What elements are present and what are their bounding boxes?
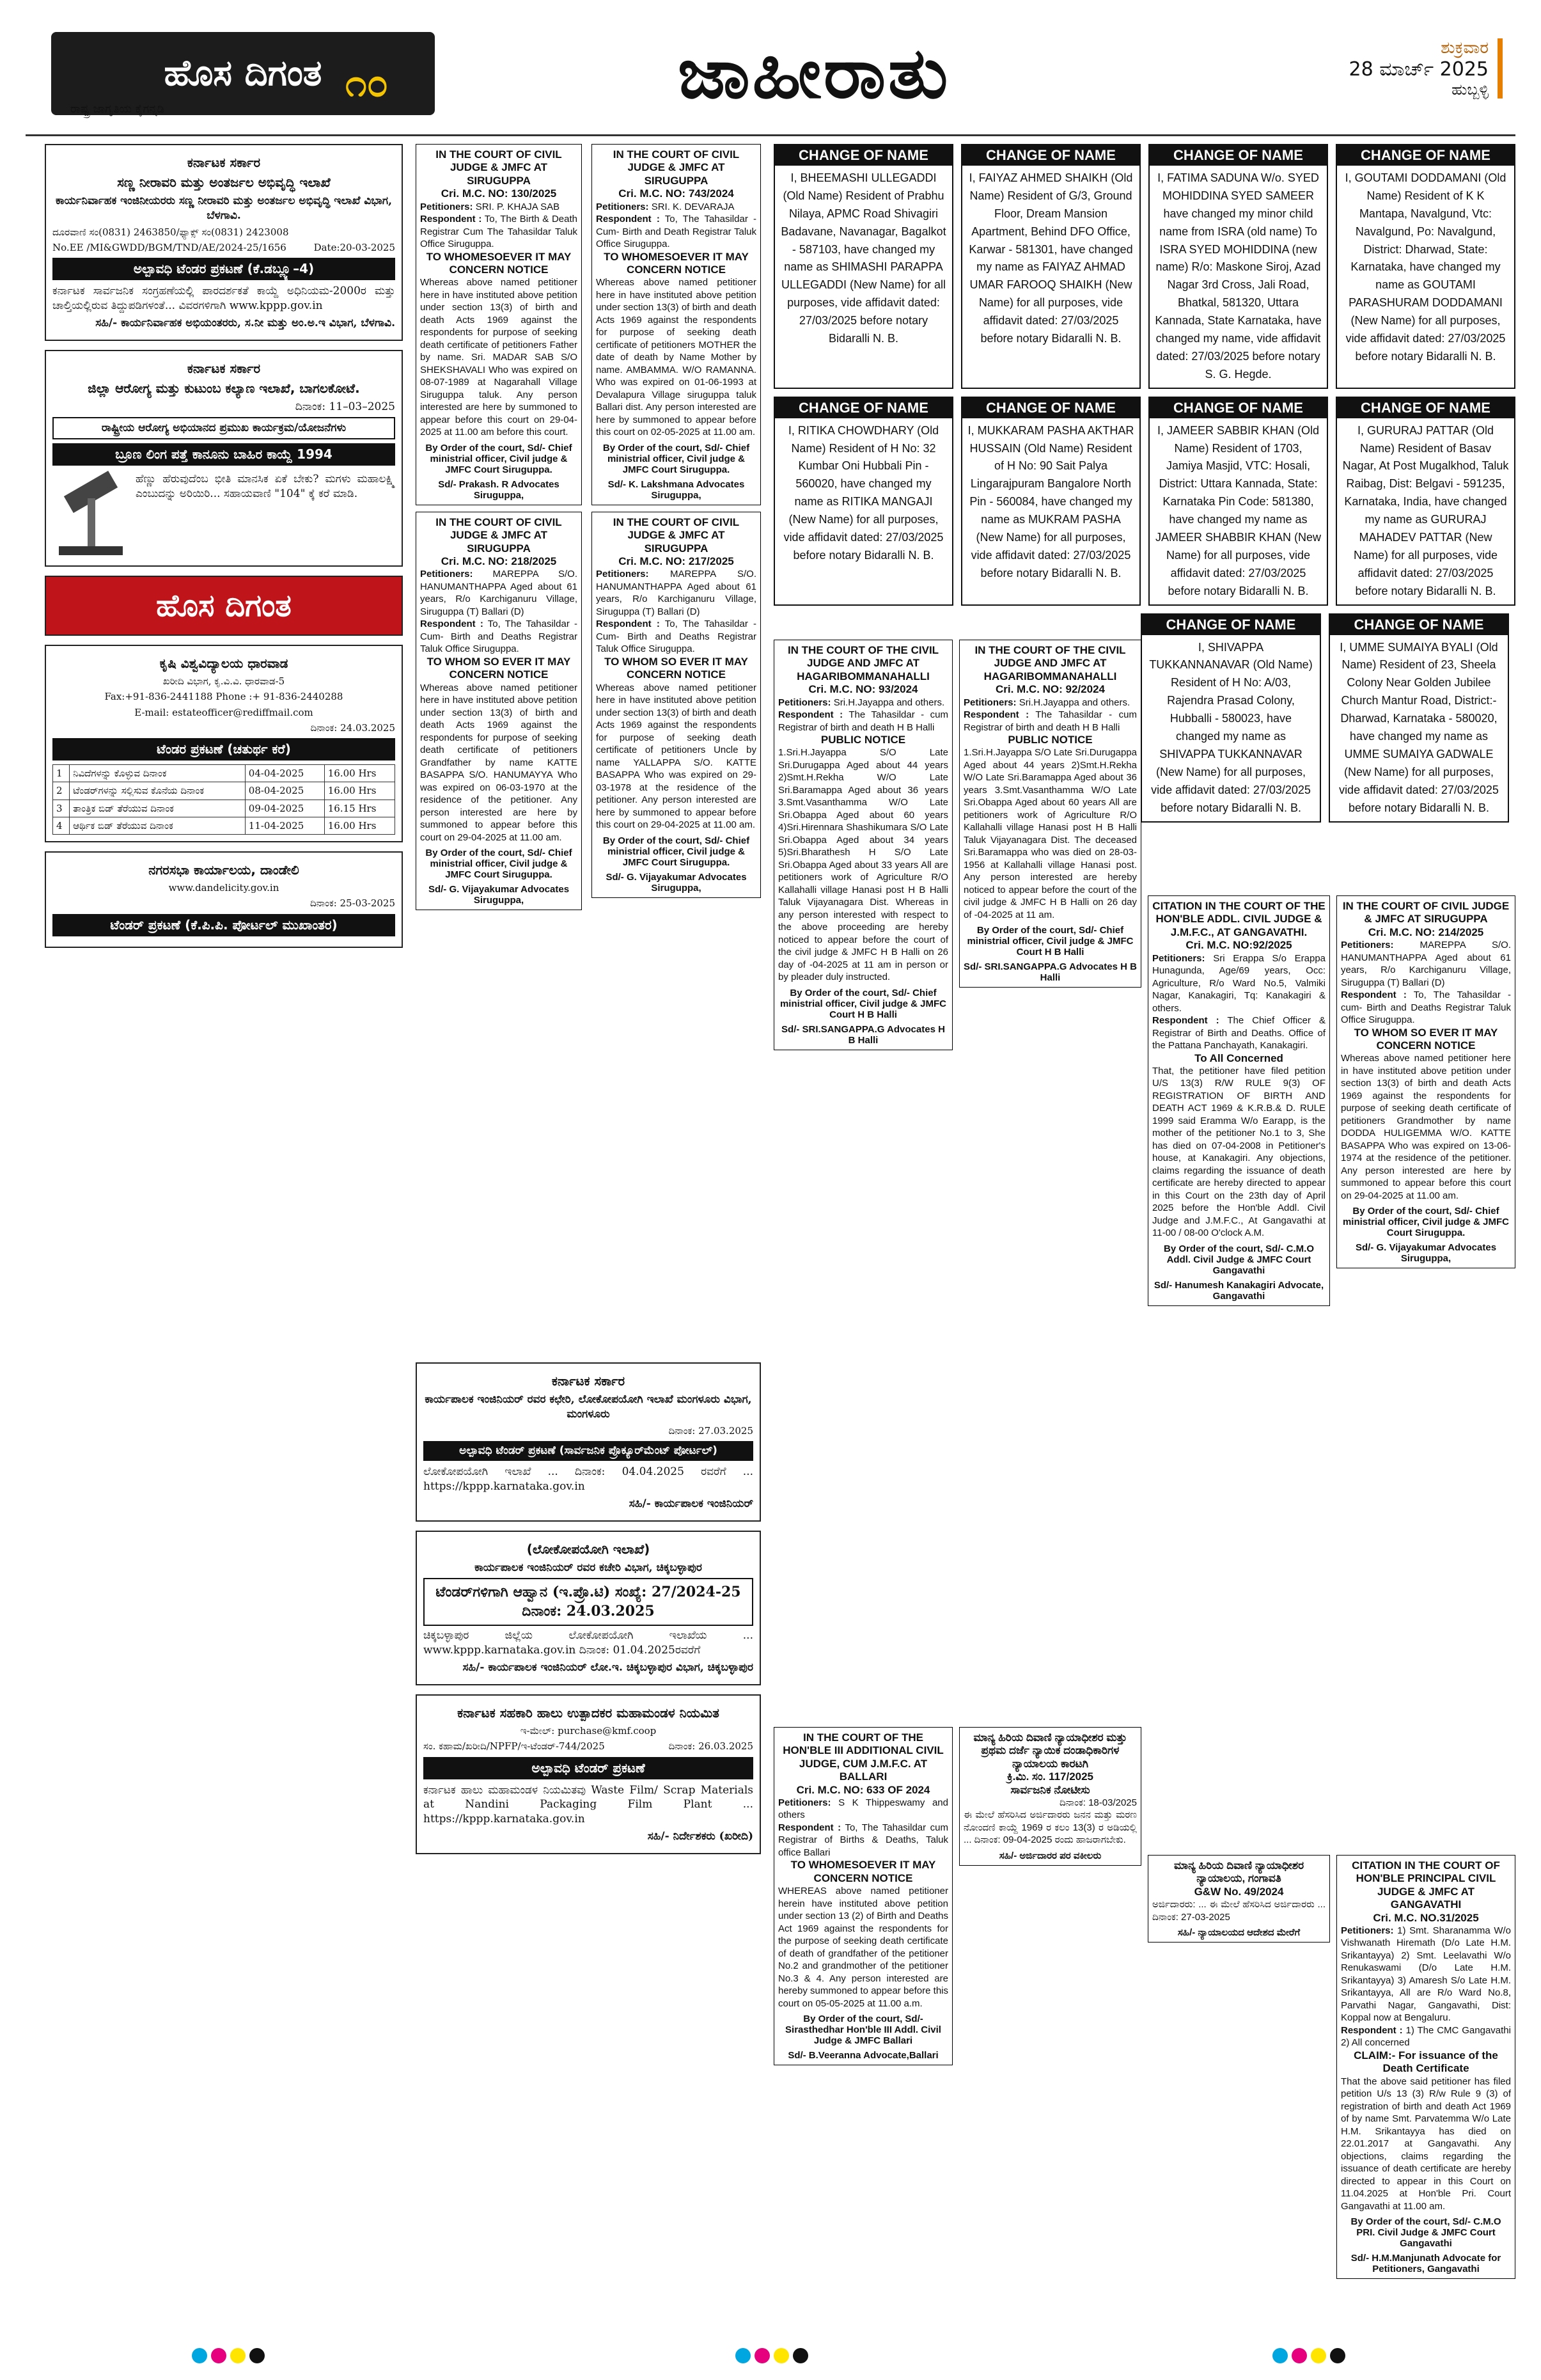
- ad-email: ಇ-ಮೇಲ್: purchase@kmf.coop: [520, 1725, 657, 1737]
- magenta-dot-icon: [1292, 2348, 1307, 2363]
- nagara-web: www.dandelicity.gov.in: [168, 882, 279, 894]
- court-column-a: [416, 144, 582, 1353]
- ad-bar: ಅಲ್ಪಾವಧಿ ಟೆಂಡರ್ ಪ್ರಕಟಣೆ (ಸಾರ್ವಜನಿಕ ಪ್ರೊಕ್ಯೂರ್‌ಮೆಂಟ್ ಪೋರ್ಟಲ್): [423, 1441, 753, 1461]
- tender-schedule-cell: 16.00 Hrs: [324, 782, 395, 800]
- change-of-name-header: CHANGE OF NAME: [775, 398, 952, 418]
- ad-ref: No.EE /MI&GWDD/BGM/TND/AE/2024-25/1656: [52, 242, 286, 254]
- respondent: To, The Tahasildar - Cum- Birth and Deaths Registrar Taluk Office Siruguppa.: [420, 619, 577, 655]
- citation-92-2025: CITATION IN THE COURT OF THE HON'BLE ADDL. CIVIL JUDGE & J.M.F.C., AT GANGAVATHI. Cri. M.C. NO:92/2025 Petitioners: Sri Erappa S/o Erappa Hunagunda, Age/69 years, Occ: Agriculture, R/o Ward No.5, Valmiki Nagar, Kanakagiri, Tq: Kanakagiri & others. Respondent : The Chief Officer & Registrar of Birth and Deaths. Office of the Pattana Panchayath, Kanakagiri. To All Concerned That, the petitioner have filed petition U/S 13(3) R/W RULE 9(3) OF REGISTRATION OF BIRTH AND DEATH ACT 1969 & K.R.B.& D. RULE 1999 said Eramma W/o Earapp, is the mother of the petitioner No.1 to 3, She has died on 07-04-2008 in Petitioner's house, at Kanakagiri. Any objections, claims regarding the issuance of death certificate are hereby directed to appear in this Court on the 23th day of April 2025 before the Hon'ble Addl. Civil Judge and J.M.F.C., At Gangavathi at 11-00 / 08-00 O'clock A.M. By Order of the court, Sd/- C.M.O Addl. Civil Judge & JMFC Court Gangavathi Sd/- Hanumesh Kanakagiri Advocate, Gangavathi: [1148, 895, 1330, 1306]
- petitioner: Sri.H.Jayappa and others.: [1019, 697, 1130, 708]
- court-order: By Order of the court, Sd/- C.M.O Addl. Civil Judge & JMFC Court Gangavathi: [1163, 1243, 1314, 1276]
- case-number: Cri. M.C. NO: 130/2025: [441, 187, 557, 200]
- court-column-j: [1148, 1855, 1330, 2341]
- notice-body: WHEREAS above named petitioner herein have instituted above petition under section 13 (2) of Birth and Deaths Act 1969 against the respondents for the purpose of seeking death certificate of death of grandfather of the petitioner No.2 and grandmother of the petitioner No.3 & 4. Any person interested are hereby summoned to appear before this court on 05-05-2025 at 11.00 a.m.: [778, 1886, 948, 2009]
- ad-office: ಕಾರ್ಯಪಾಲಕ ಇಂಜಿನಿಯರ್ ರವರ ಕಛೇರಿ, ಲೋಕೋಪಯೋಗಿ ಇಲಾಖೆ ಮಂಗಳೂರು ವಿಭಾಗ, ಮಂಗಳೂರು: [425, 1393, 752, 1421]
- court-title: IN THE COURT OF CIVIL JUDGE & JMFC AT SIRUGUPPA: [613, 148, 740, 187]
- change-of-name-header: CHANGE OF NAME: [1330, 615, 1508, 635]
- change-of-name-text: I, BHEEMASHI ULLEGADDI (Old Name) Resident of Prabhu Nilaya, APMC Road Shivagiri Badavane, Navanagar, Bagalkot - 587103, have changed my name as SHIMASHI PARAPPA ULLEGADDI (New Name) for all purposes, vide affidavit dated: 27/03/2025 before notary Bidaralli N. B.: [781, 171, 946, 345]
- ad-org: ಕರ್ನಾಟಕ ಸಹಕಾರಿ ಹಾಲು ಉತ್ಪಾದಕರ ಮಹಾಮಂಡಳ ನಿಯಮಿತ: [457, 1705, 719, 1721]
- change-of-name-text: I, RITIKA CHOWDHARY (Old Name) Resident of H No: 32 Kumbar Oni Hubbali Pin - 560020, have changed my name as RITIKA MANGAJI (New Name) for all purposes, vide affidavit dated: 27/03/2025 before notary Bidaralli N. B.: [783, 423, 944, 562]
- page-title: ಜಾಹೀರಾತು: [678, 32, 951, 114]
- tender-schedule-cell: ತಾಂತ್ರಿಕ ಬಿಡ್ ತೆರೆಯುವ ದಿನಾಂಕ: [70, 800, 246, 817]
- dandeli-municipality-ad: [45, 851, 403, 948]
- court-title: CITATION IN THE COURT OF HON'BLE PRINCIPAL CIVIL JUDGE & JMFC AT GANGAVATHI: [1352, 1859, 1500, 1911]
- notice-body: 1.Sri.H.Jayappa S/O Late Sri.Durugappa Aged about 44 years 2)Smt.H.Rekha W/O Late Sri.Baramappa Aged about 36 years 3.Smt.Vasanthamma W/O Late Sri.Obappa Aged about 60 years 4)Sri.Hirennara Shashikumara S/O Late Sri.Obappa Aged about 34 years 5)Sri.Bharathesh H S/O Late Sri.Obappa Aged about 33 years All are petitioners work of Agriculture R/O Kallahalli village Hanasi post H B Halli Taluk Vijayanagara Dist. Whereas in any person interested with respect to the above proceeding are hereby noticed to appear before the court of the civil judge & JMFC H B Halli on 26 day of -04-2025 at 11 am in person or by pleader duly instructed.: [778, 747, 948, 983]
- ad-gov-label: ಕರ್ನಾಟಕ ಸರ್ಕಾರ: [187, 155, 261, 170]
- black-dot-icon: [793, 2348, 808, 2363]
- petitioner: SRI. P. KHAJA SAB: [475, 201, 560, 212]
- header-divider: [26, 134, 1515, 136]
- cyan-dot-icon: [1272, 2348, 1288, 2363]
- uni-date: ದಿನಾಂಕ: 24.03.2025: [310, 721, 395, 734]
- court-notice-130-2025: IN THE COURT OF CIVIL JUDGE & JMFC AT SIRUGUPPA Cri. M.C. NO: 130/2025 Petitioners: SRI. P. KHAJA SAB Respondent : To, The Birth & Death Registrar Cum The Tahasildar Taluk Office Siruguppa. TO WHOMESOEVER IT MAY CONCERN NOTICE Whereas above named petitioner here in have instituted above petition under section 13(3) of birth and death Acts 1969 against the respondents for purpose of seeking death certificate of petitioners Father by name. Sri. MADAR SAB S/O SHEKSHAVALI Who was expired on 08-07-1989 at Nagarahall Village Siruguppa taluk. Any person interested are here by summoned to appear before this court on 29-04-2025 at 11.00 am before this court. By Order of the court, Sd/- Chief ministrial officer, Civil judge & JMFC Court Siruguppa. Sd/- Prakash. R Advocates Siruguppa,: [416, 144, 582, 505]
- case-number: Cri. M.C. NO: 633 OF 2024: [796, 1783, 930, 1796]
- uni-sub: ಖರೀದಿ ವಿಭಾಗ, ಕೃ.ವಿ.ವಿ. ಧಾರವಾಡ-5: [162, 675, 285, 688]
- court-notice-karatagi: [959, 1727, 1141, 1866]
- case-number: Cri. M.C. NO: 93/2024: [808, 683, 918, 696]
- notice-date: ದಿನಾಂಕ: 18-03/2025: [1060, 1797, 1137, 1808]
- ad-title: (ಲೋಕೋಪಯೋಗಿ ಇಲಾಖೆ): [526, 1541, 650, 1557]
- nagara-date: ದಿನಾಂಕ: 25-03-2025: [309, 897, 395, 910]
- court-title: ಮಾನ್ಯ ಹಿರಿಯ ದಿವಾಣಿ ನ್ಯಾಯಾಧೀಶರ ನ್ಯಾಯಾಲಯ, ಗಂಗಾವತಿ: [1173, 1859, 1304, 1885]
- change-of-name-text: I, JAMEER SABBIR KHAN (Old Name) Resident of 1703, Jamiya Masjid, VTC: Hosali, District: Uttara Kannada, State: Karnataka Pin Code: 581380, have changed my name as JAMEER SHABBIR KHAN (New Name) for all purposes, vide affidavit dated: 27/03/2025 before notary Bidaralli N. B.: [1155, 423, 1322, 597]
- date-label: 28 ಮಾರ್ಚ್ 2025: [1349, 58, 1489, 81]
- university-tender-ad: [45, 645, 403, 842]
- court-column-l: [1336, 1855, 1515, 2341]
- tender-schedule-cell: ಟೆಂಡರ್‌ಗಳನ್ನು ಸಲ್ಲಿಸುವ ಕೊನೆಯ ದಿನಾಂಕ: [70, 782, 246, 800]
- tender-schedule-row: [53, 765, 395, 782]
- concern-heading: TO WHOM SO EVER IT MAY CONCERN NOTICE: [426, 655, 571, 681]
- court-title: IN THE COURT OF CIVIL JUDGE & JMFC AT SIRUGUPPA: [613, 516, 740, 555]
- advocate-sign: ಸಹಿ/- ಅರ್ಜಿದಾರರ ಪರ ವಕೀಲರು: [999, 1850, 1102, 1861]
- ad-date: ದಿನಾಂಕ: 11–03–2025: [295, 400, 395, 414]
- case-number: Cri. M.C. NO: 743/2024: [618, 187, 734, 200]
- petitioner: MAREPPA S/O. HANUMANTHAPPA Aged about 61 years, R/o Karchiganuru Village, Siruguppa (T) Ballari (D): [1341, 940, 1511, 988]
- notice-body: Whereas above named petitioner here in have instituted above petition under section 13(3) of birth and death Acts 1969 against the respondents for purpose of seeking death certificate of petitioners Grandmother by name DODDA HULIGEMMA W/O. KATTE BASAPPA Who was expired on 13-06-1974 at the residence of the petitioner. Any person interested are here by summoned to appear before this court on 29-04-2025 at 11.00 am.: [1341, 1053, 1511, 1201]
- ad-ref-date: Date:20-03-2025: [313, 242, 395, 254]
- left-column: [45, 144, 403, 2344]
- change-of-name-header: CHANGE OF NAME: [962, 145, 1139, 166]
- ad-ref-line: [52, 241, 395, 254]
- names-row-2: [774, 397, 1515, 613]
- respondent: To, The Tahasildar cum Registrar of Births & Deaths, Taluk office Ballari: [778, 1822, 948, 1858]
- logo-tagline: ರಾಷ್ಟ್ರ ಜಾಗೃತಿಯ ಕೈಗನ್ನಡಿ: [70, 102, 165, 116]
- page-number: ೧೦: [345, 61, 389, 106]
- notice-body: ಅರ್ಜಿದಾರರು: ... ಈ ಮೇಲೆ ಹೆಸರಿಸಿದ ಅರ್ಜಿದಾರರು ... ದಿನಾಂಕ: 27-03-2025: [1152, 1899, 1326, 1923]
- print-registration-marks: [0, 2348, 1541, 2367]
- advocate-sign: Sd/- H.M.Manjunath Advocate for Petitioners, Gangavathi: [1350, 2253, 1501, 2275]
- claim-heading: CLAIM:- For issuance of the Death Certificate: [1354, 2049, 1498, 2075]
- court-title: IN THE COURT OF CIVIL JUDGE & JMFC AT SIRUGUPPA: [1342, 900, 1510, 926]
- change-of-name-header: CHANGE OF NAME: [1150, 398, 1327, 418]
- notice-body: Whereas above named petitioner here in have instituted above petition under section 13(3) of birth and death Acts 1969 against the respondents for purpose of seeking death certificate of petitioners Father by name. Sri. MADAR SAB S/O SHEKSHAVALI Who was expired on 08-07-1989 at Nagarahall Village Siruguppa taluk. Any person interested are here by summoned to appear before this court on 29-04-2025 at 11.00 am before this court.: [420, 277, 577, 438]
- tender-schedule-row: [53, 817, 395, 834]
- case-number: Cri. M.C. NO.31/2025: [1373, 1911, 1479, 1924]
- ad-body: ಚಿಕ್ಕಬಳ್ಳಾಪುರ ಜಿಲ್ಲೆಯ ಲೋಕೋಪಯೋಗಿ ಇಲಾಖೆಯ ... www.kppp.karnataka.gov.in ದಿನಾಂಕ: 01.04.2025ರವರೆಗೆ: [423, 1629, 753, 1657]
- court-title: IN THE COURT OF THE CIVIL JUDGE AND JMFC AT HAGARIBOMMANAHALLI: [974, 644, 1126, 682]
- concern-heading: TO WHOM SO EVER IT MAY CONCERN NOTICE: [604, 655, 748, 681]
- court-title: IN THE COURT OF THE CIVIL JUDGE AND JMFC AT HAGARIBOMMANAHALLI: [787, 644, 939, 682]
- concern-heading: To All Concerned: [1194, 1052, 1283, 1064]
- tender-schedule-row: [53, 800, 395, 817]
- tender-schedule-cell: 08-04-2025: [245, 782, 324, 800]
- court-order: By Order of the court, Sd/- Chief ministrial officer, Civil judge & JMFC Court Siruguppa.: [602, 835, 750, 868]
- kmf-tender-ad: [416, 1694, 761, 1854]
- ad-bar: ಅಲ್ಪಾವಧಿ ಟೆಂಡರ್ ಪ್ರಕಟಣೆ: [423, 1757, 753, 1779]
- tender-schedule-table: [52, 764, 395, 835]
- respondent: 1) The CMC Gangavathi 2) All concerned: [1341, 2024, 1511, 2049]
- advocate-sign: Sd/- B.Veeranna Advocate,Ballari: [788, 2050, 939, 2061]
- petitioner: MAREPPA S/O. HANUMANTHAPPA Aged about 61 years, R/o Karchiganuru Village, Siruguppa (T) Ballari (D): [420, 569, 577, 617]
- petitioner: S K Thippeswamy and others: [778, 1797, 948, 1821]
- notice-body: Whereas above named petitioner here in have instituted above petition under section 13(3) of birth and death Acts 1969 against the respondents for purpose of seeking death certificate of petitioners Grandfather by name KATTE BASAPPA S/O. HANUMAYYA Who was expired on 06-03-1970 at the residence of the petitioner. Any person interested are here by summoned to appear before this court on 29-04-2025 at 11.00 am.: [420, 682, 577, 843]
- change-of-name-notice: [774, 397, 953, 606]
- court-notice-gw-49-2024: [1148, 1855, 1330, 1943]
- yellow-dot-icon: [774, 2348, 789, 2363]
- advocate-sign: Sd/- G. Vijayakumar Advocates Siruguppa,: [428, 884, 570, 906]
- hosa-digantha-banner: [45, 576, 403, 636]
- tender-schedule-cell: 1: [53, 765, 70, 782]
- court-notice-217-2025: IN THE COURT OF CIVIL JUDGE & JMFC AT SIRUGUPPA Cri. M.C. NO: 217/2025 Petitioners: MAREPPA S/O. HANUMANTHAPPA Aged about 61 years, R/o Karchiganuru Village, Siruguppa (T) Ballari (D) Respondent : To, The Tahasildar - Cum- Birth and Deaths Registrar Taluk Office Siruguppa. TO WHOM SO EVER IT MAY CONCERN NOTICE Whereas above named petitioner here in have instituted above petition under section 13(3) of birth and death Acts 1969 against the respondents for purpose of seeking death certificate of petitioners Uncle by name YALLAPPA S/O. KATTE BASAPPA Who was expired on 29-03-1978 at the residence of the petitioner. Any person interested are here by summoned to appear before this court on 29-04-2025 at 11.00 am. By Order of the court, Sd/- Chief ministrial officer, Civil judge & JMFC Court Siruguppa. Sd/- G. Vijayakumar Advocates Siruguppa,: [591, 512, 761, 898]
- magenta-dot-icon: [211, 2348, 226, 2363]
- petitioner: SRI. K. DEVARAJA: [651, 201, 735, 212]
- respondent: To, The Tahasildar - Cum- Birth and Death Registrar Taluk Office Siruguppa.: [596, 214, 756, 250]
- ad-sign: ಸಹಿ/- ಕಾರ್ಯಪಾಲಕ ಇಂಜಿನಿಯರ್: [629, 1497, 753, 1510]
- advocate-sign: Sd/- K. Lakshmana Advocates Siruguppa,: [607, 478, 745, 501]
- gavel-icon: [52, 469, 129, 559]
- concern-heading: TO WHOMESOEVER IT MAY CONCERN NOTICE: [426, 250, 572, 276]
- irrigation-tender-ad: [45, 144, 403, 341]
- dateline: [1349, 38, 1503, 99]
- programme-bar: ಬ್ರೂಣ ಲಿಂಗ ಪತ್ತೆ ಕಾನೂನು ಬಾಹಿರ ಕಾಯ್ದೆ 1994: [52, 443, 395, 466]
- ad-gov-label: ಕರ್ನಾಟಕ ಸರ್ಕಾರ: [187, 361, 261, 377]
- change-of-name-header: CHANGE OF NAME: [962, 398, 1139, 418]
- respondent: The Chief Officer & Registrar of Birth and Deaths. Office of the Pattana Panchayath, Kanakagiri.: [1152, 1015, 1326, 1052]
- advocate-sign: Sd/- G. Vijayakumar Advocates Siruguppa,: [606, 871, 747, 894]
- court-order: By Order of the court, Sd/- Chief ministrial officer, Civil judge & JMFC Court Siruguppa.: [1342, 1206, 1510, 1239]
- court-notice-743-2024: IN THE COURT OF CIVIL JUDGE & JMFC AT SIRUGUPPA Cri. M.C. NO: 743/2024 Petitioners: SRI. K. DEVARAJA Respondent : To, The Tahasildar - Cum- Birth and Death Registrar Taluk Office Siruguppa. TO WHOMESOEVER IT MAY CONCERN NOTICE Whereas above named petitioner here in have instituted above petition under section 13(3) of birth and death Acts 1969 against the respondents for purpose of seeking death certificate of petitioners MOTHER the date of death by Name Mother by name. AMBAMMA. W/O RAMANNA. Who was expired on 01-06-1993 at Devalapura Village siruguppa taluk Ballari dist. Any person interested are here by summoned to appear before this court on 02-05-2025 at 11.00 am. By Order of the court, Sd/- Chief ministrial officer, Civil judge & JMFC Court Siruguppa. Sd/- K. Lakshmana Advocates Siruguppa,: [591, 144, 761, 505]
- uni-name: ಕೃಷಿ ವಿಶ್ವವಿದ್ಯಾಲಯ ಧಾರವಾಡ: [159, 656, 288, 672]
- ad-sign: ಸಹಿ/- ಕಾರ್ಯನಿರ್ವಾಹಕ ಅಭಿಯಂತರರು, ಸ.ನೀ ಮತ್ತು ಅಂ.ಅ.ಇ ವಿಭಾಗ, ಬೆಳಗಾವಿ.: [95, 317, 395, 330]
- court-order: By Order of the court, Sd/- Chief ministrial officer, Civil judge & JMFC Court H B Halli: [779, 987, 947, 1020]
- tender-schedule-cell: 3: [53, 800, 70, 817]
- court-order: By Order of the court, Sd/- Chief ministrial officer, Civil judge & JMFC Court H B Halli: [967, 925, 1134, 958]
- advocate-sign: Sd/- SRI.SANGAPPA.G Advocates H B Halli: [964, 961, 1137, 984]
- change-of-name-text: I, SHIVAPPA TUKKANNANAVAR (Old Name) Resident of H No: A/03, Rajendra Prasad Colony, Hubballi - 580023, have changed my name as SHIVAPPA TUKKANNAVAR (New Name) for all purposes, vide affidavit dated: 27/03/2025 before notary Bidaralli N. B.: [1149, 640, 1313, 814]
- advocate-sign: Sd/- G. Vijayakumar Advocates Siruguppa,: [1355, 1242, 1497, 1265]
- case-number: G&W No. 49/2024: [1194, 1885, 1284, 1898]
- programme-body: ಹೆಣ್ಣು ಹೆರುವುದೆಂಬ ಭೀತಿ ಮಾನಸಿಕ ಏಕೆ ಬೇಕು? ಮಗಳು ಮಹಾಲಕ್ಷ್ಮಿ ಎಂಬುದನ್ನು ಅರಿಯಿರಿ... ಸಹಾಯವಾಣಿ "104" ಕ್ಕೆ ಕರೆ ಮಾಡಿ.: [136, 473, 395, 500]
- cyan-dot-icon: [192, 2348, 207, 2363]
- respondent: To, The Birth & Death Registrar Cum The Tahasildar Taluk Office Siruguppa.: [420, 214, 577, 250]
- respondent: To, The Tahasildar - Cum- Birth and Deaths Registrar Taluk Office Siruguppa.: [596, 619, 756, 655]
- case-number: Cri. M.C. NO: 92/2024: [995, 683, 1105, 696]
- tender-schedule-cell: ಆರ್ಥಿಕ ಬಿಡ್ ತೆರೆಯುವ ದಿನಾಂಕ: [70, 817, 246, 834]
- case-number: Cri. M.C. NO: 218/2025: [441, 555, 557, 568]
- tender-schedule-cell: ನಿವಿದೆಗಳನ್ನು ಕೊಳ್ಳುವ ದಿನಾಂಕ: [70, 765, 246, 782]
- concern-heading: TO WHOMESOEVER IT MAY CONCERN NOTICE: [604, 250, 749, 276]
- masthead: [26, 26, 1515, 128]
- change-of-name-text: I, MUKKARAM PASHA AKTHAR HUSSAIN (Old Name) Resident of H No: 90 Sait Palya Lingarajpuram Bangalore North Pin - 560084, have changed my name as MUKRAM PASHA (New Name) for all purposes, vide affidavit dated: 27/03/2025 before notary Bidaralli N. B.: [967, 423, 1134, 579]
- change-of-name-text: I, FATIMA SADUNA W/o. SYED MOHIDDINA SYED SAMEER have changed my minor child name from ISRA (old name) To ISRA SYED MOHIDDINA (new name) R/o: Maskone Siroj, Azad Nagar 3rd Cross, Jali Road, Bhatkal, 581320, Uttara Kannada, State Karnataka, have changed my name, vide affidavit dated: 27/03/2025 before notary S. G. Hegde.: [1155, 171, 1322, 381]
- tender-schedule-cell: 16.00 Hrs: [324, 765, 395, 782]
- advocate-sign: Sd/- Prakash. R Advocates Siruguppa,: [438, 478, 559, 501]
- change-of-name-header: CHANGE OF NAME: [1337, 145, 1514, 166]
- notice-body: Whereas above named petitioner here in have instituted above petition under section 13(3) of birth and death Acts 1969 against the respondents for purpose of seeking death certificate of petitioners MOTHER the date of death by Name Mother by name. AMBAMMA. W/O RAMANNA. Who was expired on 01-06-1993 at Devalapura Village siruguppa taluk Ballari dist. Any person interested are here by summoned to appear before this court on 02-05-2025 at 11.00 am.: [596, 277, 756, 438]
- health-dept-ad: [45, 350, 403, 567]
- ad-body: ಲೋಕೋಪಯೋಗಿ ಇಲಾಖೆ ... ದಿನಾಂಕ: 04.04.2025 ರವರೆಗೆ ... https://kppp.karnataka.gov.in: [423, 1465, 753, 1493]
- court-order: By Order of the court, Sd/- Sirasthedhar Hon'ble III Addl. Civil Judge & JMFC Ballari: [785, 2014, 941, 2047]
- uni-bar: ಟೆಂಡರ ಪ್ರಕಟಣೆ (ಚತುರ್ಥ ಕರೆ): [52, 738, 395, 760]
- court-column-f: [959, 640, 1141, 1721]
- court-notice-633-2024: IN THE COURT OF THE HON'BLE III ADDITIONAL CIVIL JUDGE, CUM J.M.F.C. AT BALLARI Cri. M.C. NO: 633 OF 2024 Petitioners: S K Thippeswamy and others Respondent : To, The Tahasildar cum Registrar of Births & Deaths, Taluk office Ballari TO WHOMESOEVER IT MAY CONCERN NOTICE WHEREAS above named petitioner herein have instituted above petition under section 13 (2) of Birth and Deaths Act 1969 against the respondents for the purpose of seeking death certificate of death of grandfather of the petitioner No.2 and grandmother of the petitioner No.3 & 4. Any person interested are hereby summoned to appear before this court on 05-05-2025 at 11.00 a.m. By Order of the court, Sd/- Sirasthedhar Hon'ble III Addl. Civil Judge & JMFC Ballari Sd/- B.Veeranna Advocate,Ballari: [774, 1727, 953, 2065]
- city-label: ಹುಬ್ಬಳ್ಳಿ: [1451, 81, 1489, 99]
- court-title: IN THE COURT OF CIVIL JUDGE & JMFC AT SIRUGUPPA: [435, 516, 562, 555]
- logo-text: ಹೊಸ ದಿಗಂತ: [164, 52, 322, 94]
- notice-body: That the above said petitioner has filed petition U/s 13 (3) R/w Rule 9 (3) of registration of birth and death Act 1969 of by name Smt. Parvatemma W/o Late H.M. Srikantayya has died on 22.01.2017 at Gangavathi. Any objections, claims regarding the issuance of death certificate are hereby directed to appear in this Court on 11.04.2025 at Hon'ble Pri. Court Gangavathi at 11.00 am.: [1341, 2076, 1511, 2212]
- change-of-name-notice: [774, 144, 953, 389]
- court-notice-93-2024: IN THE COURT OF THE CIVIL JUDGE AND JMFC AT HAGARIBOMMANAHALLI Cri. M.C. NO: 93/2024 Petitioners: Sri.H.Jayappa and others. Respondent : The Tahasildar - cum Registrar of birth and death H B Halli PUBLIC NOTICE 1.Sri.H.Jayappa S/O Late Sri.Durugappa Aged about 44 years 2)Smt.H.Rekha W/O Late Sri.Baramappa Aged about 36 years 3.Smt.Vasanthamma W/O Late Sri.Obappa Aged about 60 years 4)Sri.Hirennara Shashikumara S/O Late Sri.Obappa Aged about 34 years 5)Sri.Bharathesh H S/O Late Sri.Obappa Aged about 33 years All are petitioners work of Agriculture R/O Kallahalli village Hanasi post H B Halli Taluk Vijayanagara Dist. Whereas in any person interested with respect to the above proceeding are hereby noticed to appear before the court of the civil judge & JMFC H B Halli on 26 day of -04-2025 at 11 am in person or by pleader duly instructed. By Order of the court, Sd/- Chief ministrial officer, Civil judge & JMFC Court H B Halli Sd/- SRI.SANGAPPA.G Advocates H B Halli: [774, 640, 953, 1050]
- court-notice-218-2025: IN THE COURT OF CIVIL JUDGE & JMFC AT SIRUGUPPA Cri. M.C. NO: 218/2025 Petitioners: MAREPPA S/O. HANUMANTHAPPA Aged about 61 years, R/o Karchiganuru Village, Siruguppa (T) Ballari (D) Respondent : To, The Tahasildar - Cum- Birth and Deaths Registrar Taluk Office Siruguppa. TO WHOM SO EVER IT MAY CONCERN NOTICE Whereas above named petitioner here in have instituted above petition under section 13(3) of birth and death Acts 1969 against the respondents for purpose of seeking death certificate of petitioners Grandfather by name KATTE BASAPPA S/O. HANUMAYYA Who was expired on 06-03-1970 at the residence of the petitioner. Any person interested are here by summoned to appear before this court on 29-04-2025 at 11.00 am. By Order of the court, Sd/- Chief ministrial officer, Civil judge & JMFC Court Siruguppa. Sd/- G. Vijayakumar Advocates Siruguppa,: [416, 512, 582, 910]
- change-of-name-notice: [961, 397, 1141, 606]
- notice-body: ಈ ಮೇಲೆ ಹೆಸರಿಸಿದ ಅರ್ಜಿದಾರರು ಜನನ ಮತ್ತು ಮರಣ ನೋಂದಣಿ ಕಾಯ್ದೆ 1969 ರ ಕಲಂ 13(3) ರ ಅಡಿಯಲ್ಲಿ ... ದಿನಾಂಕ: 09-04-2025 ರಂದು ಹಾಜರಾಗಬೇಕು.: [964, 1809, 1137, 1846]
- advocate-sign: ಸಹಿ/- ನ್ಯಾಯಾಲಯದ ಆದೇಶದ ಮೇರೆಗೆ: [1177, 1927, 1301, 1939]
- uni-email: E-mail: estateofficer@rediffmail.com: [134, 706, 313, 718]
- uni-phone: Fax:+91-836-2441188 Phone :+ 91-836-2440288: [104, 691, 343, 703]
- ad-date: ದಿನಾಂಕ: 26.03.2025: [668, 1740, 753, 1753]
- case-number: Cri. M.C. NO:92/2025: [1185, 939, 1292, 952]
- court-column-k: [1336, 895, 1515, 1842]
- change-of-name-notice: [1148, 144, 1328, 389]
- programme-title: ರಾಷ್ಟ್ರೀಯ ಆರೋಗ್ಯ ಅಭಿಯಾನದ ಪ್ರಮುಖ ಕಾರ್ಯಕ್ರಮ/ಯೋಜನೆಗಳು: [52, 417, 395, 439]
- change-of-name-notice: [961, 144, 1141, 389]
- court-notice-92-2024: IN THE COURT OF THE CIVIL JUDGE AND JMFC AT HAGARIBOMMANAHALLI Cri. M.C. NO: 92/2024 Petitioners: Sri.H.Jayappa and others. Respondent : The Tahasildar - cum Registrar of birth and death H B Halli PUBLIC NOTICE 1.Sri.H.Jayappa S/O Late Sri.Durugappa Aged about 44 years 2)Smt.H.Rekha W/O Late Sri.Baramappa Aged about 36 years 3.Smt.Vasanthamma W/O Late Sri.Obappa Aged about 60 years All are petitioners work of Agriculture R/O Kallahalli village Hanasi post H B Halli Taluk Vijayanagara Dist. The deceased Sri.Baramappa who was died on 28-03-1956 at Kallahalli village Hanasi post. Any person interested are hereby noticed to appear before the court of the civil judge & JMFC H B Halli on 26 day of -04-2025 at 11 am. By Order of the court, Sd/- Chief ministrial officer, Civil judge & JMFC Court H B Halli Sd/- SRI.SANGAPPA.G Advocates H B Halli: [959, 640, 1141, 988]
- ad-sign: ಸಹಿ/- ಕಾರ್ಯಪಾಲಕ ಇಂಜಿನಿಯರ್ ಲೋ.ಇ. ಚಿಕ್ಕಬಳ್ಳಾಪುರ ವಿಭಾಗ, ಚಿಕ್ಕಬಳ್ಳಾಪುರ: [462, 1661, 753, 1675]
- petitioner: Sri.H.Jayappa and others.: [833, 697, 945, 708]
- ad-gov-label: ಕರ್ನಾಟಕ ಸರ್ಕಾರ: [551, 1373, 625, 1389]
- petitioner: 1) Smt. Sharanamma W/o Vishwanath Hiremath (D/o Late H.M. Srikantayya) 2) Smt. Leelavathi W/o Renukaswami (D/o Late H.M. Srikantayya) 3) Amaresh S/o Late H.M. Srikantayya, All are R/o Ward No.8, Parvathi Nagar, Gangavathi, Dist: Koppal now at Bengaluru.: [1341, 1925, 1511, 2024]
- case-number: Cri. M.C. NO: 214/2025: [1368, 926, 1484, 938]
- court-column-h: [959, 1727, 1141, 2341]
- notice-heading: ಸಾರ್ವಜನಿಕ ನೋಟೀಸು: [1010, 1783, 1090, 1796]
- court-title: IN THE COURT OF CIVIL JUDGE & JMFC AT SIRUGUPPA: [435, 148, 562, 187]
- ad-dept: ಜಿಲ್ಲಾ ಆರೋಗ್ಯ ಮತ್ತು ಕುಟುಂಬ ಕಲ್ಯಾಣ ಇಲಾಖೆ, ಬಾಗಲಕೋಟೆ.: [88, 381, 360, 397]
- change-of-name-notice: [1336, 144, 1515, 389]
- change-of-name-text: I, GOUTAMI DODDAMANI (Old Name) Resident of K K Mantapa, Navalgund, Vtc: Navalgund, Po: Navalgund, District: Dharwad, State: Karnataka, have changed my name as GOUTAMI PARASHURAM DODDAMANI (New Name) for all purposes, vide affidavit dated: 27/03/2025 before notary Bidaralli N. B.: [1345, 171, 1506, 363]
- names-row-1: [774, 144, 1515, 397]
- petitioner: Sri Erappa S/o Erappa Hunagunda, Age/69 years, Occ: Agriculture, R/o Ward No.5, Valmiki Nagar, Kanakagiri, Tq: Kanakagiri & others.: [1152, 952, 1326, 1014]
- ad-body: ಕರ್ನಾಟಕ ಸಾರ್ವಜನಿಕ ಸಂಗ್ರಹಣೆಯಲ್ಲಿ ಪಾರದರ್ಶಕತೆ ಕಾಯ್ದೆ ಅಧಿನಿಯಮ-2000ರ ಮತ್ತು ಚಾಲ್ತಿಯಲ್ಲಿರುವ ತಿದ್ದುಪಡಿಗಳಂತೆ... ವಿವರಗಳಿಗಾಗಿ www.kppp.gov.in: [52, 285, 395, 313]
- case-number: ಕ್ರಿ.ಮಿ. ಸಂ. 117/2025: [1006, 1770, 1094, 1783]
- change-of-name-notice: [1141, 613, 1321, 823]
- cyan-dot-icon: [735, 2348, 751, 2363]
- tender-schedule-row: [53, 782, 395, 800]
- ad-bar: ಟೆಂಡರ್‌ಗಳಿಗಾಗಿ ಆಹ್ವಾನ (ಇ.ಪ್ರೊ.ಟಿ) ಸಂಖ್ಯೆ: 27/2024-25 ದಿನಾಂಕ: 24.03.2025: [423, 1578, 753, 1626]
- day-label: ಶುಕ್ರವಾರ: [1441, 38, 1489, 58]
- change-of-name-text: I, UMME SUMAIYA BYALI (Old Name) Resident of 23, Sheela Colony Near Golden Jubilee Church Mantur Road, District:- Dharwad, Karnataka - 580020, have changed my name as UMME SUMAIYA GADWALE (New Name) for all purposes, vide affidavit dated: 27/03/2025 before notary Bidaralli N. B.: [1339, 640, 1499, 814]
- tender-schedule-cell: 16.00 Hrs: [324, 817, 395, 834]
- advocate-sign: Sd/- Hanumesh Kanakagiri Advocate, Gangavathi: [1154, 1279, 1324, 1302]
- black-dot-icon: [1330, 2348, 1345, 2363]
- ad-phone: ದೂರವಾಣಿ ಸಂ(0831) 2463850/ಫ್ಯಾಕ್ಸ್ ಸಂ(0831) 2423008: [52, 226, 289, 238]
- respondent: To, The Tahasildar - cum- Birth and Deaths Registrar Taluk Office Siruguppa.: [1341, 989, 1511, 1026]
- case-number: Cri. M.C. NO: 217/2025: [618, 555, 734, 568]
- tender-schedule-cell: 11-04-2025: [245, 817, 324, 834]
- court-title: IN THE COURT OF THE HON'BLE III ADDITIONAL CIVIL JUDGE, CUM J.M.F.C. AT BALLARI: [783, 1731, 944, 1783]
- change-of-name-header: CHANGE OF NAME: [1142, 615, 1320, 635]
- respondent: The Tahasildar - cum Registrar of birth and death H B Halli: [778, 709, 948, 733]
- concern-heading: TO WHOMESOEVER IT MAY CONCERN NOTICE: [790, 1859, 936, 1884]
- court-order: By Order of the court, Sd/- Chief ministrial officer, Civil judge & JMFC Court Siruguppa.: [602, 442, 750, 475]
- court-column-i: [1148, 895, 1330, 1842]
- court-order: By Order of the court, Sd/- Chief ministrial officer, Civil judge & JMFC Court Siruguppa.: [425, 442, 572, 475]
- respondent: The Tahasildar - cum Registrar of birth and death H B Halli: [964, 709, 1137, 733]
- notice-heading: PUBLIC NOTICE: [1008, 734, 1093, 746]
- chikkaballapur-pwd-ad: [416, 1531, 761, 1685]
- nagara-name: ನಗರಸಭಾ ಕಾರ್ಯಾಲಯ, ದಾಂಡೇಲಿ: [148, 862, 299, 878]
- ad-bar: ಅಲ್ಪಾವಧಿ ಟೆಂಡರ ಪ್ರಕಟಣೆ (ಕೆ.ಡಬ್ಲ್ಯೂ–4): [52, 258, 395, 280]
- notice-body: 1.Sri.H.Jayappa S/O Late Sri.Durugappa Aged about 44 years 2)Smt.H.Rekha W/O Late Sri.Baramappa Aged about 36 years 3.Smt.Vasanthamma W/O Late Sri.Obappa Aged about 60 years All are petitioners work of Agriculture R/O Kallahalli village Hanasi post H B Halli Taluk Vijayanagara Dist. The deceased Sri.Baramappa who was died on 28-03-1956 at Kallahalli village Hanasi post. Any person interested are hereby noticed to appear before the court of the civil judge & JMFC H B Halli on 26 day of -04-2025 at 11 am.: [964, 747, 1137, 920]
- citation-31-2025: CITATION IN THE COURT OF HON'BLE PRINCIPAL CIVIL JUDGE & JMFC AT GANGAVATHI Cri. M.C. NO.31/2025 Petitioners: 1) Smt. Sharanamma W/o Vishwanath Hiremath (D/o Late H.M. Srikantayya) 2) Smt. Leelavathi W/o Renukaswami (D/o Late H.M. Srikantayya) 3) Amaresh S/o Late H.M. Srikantayya, All are R/o Ward No.8, Parvathi Nagar, Gangavathi, Dist: Koppal now at Bengaluru. Respondent : 1) The CMC Gangavathi 2) All concerned CLAIM:- For issuance of the Death Certificate That the above said petitioner has filed petition U/s 13 (3) R/w Rule 9 (3) of registration of birth and death Act 1969 of by name Smt. Parvatemma W/o Late H.M. Srikantayya has died on 22.01.2017 at Gangavathi. Any objections, claims regarding the issuance of death certificate are hereby directed to appear in this Court on 11.04.2025 at Hon'ble Pri. Court Gangavathi at 11.00 am. By Order of the court, Sd/- C.M.O PRI. Civil Judge & JMFC Court Gangavathi Sd/- H.M.Manjunath Advocate for Petitioners, Gangavathi: [1336, 1855, 1515, 2279]
- court-order: By Order of the court, Sd/- Chief ministrial officer, Civil judge & JMFC Court Siruguppa.: [425, 847, 572, 881]
- black-dot-icon: [249, 2348, 265, 2363]
- ad-dept: ಸಣ್ಣ ನೀರಾವರಿ ಮತ್ತು ಅಂತರ್ಜಲ ಅಭಿವೃದ್ಧಿ ಇಲಾಖೆ: [117, 175, 331, 190]
- advocate-sign: Sd/- SRI.SANGAPPA.G Advocates H B Halli: [781, 1023, 945, 1046]
- ad-office: ಕಾರ್ಯಪಾಲಕ ಇಂಜಿನಿಯರ್ ರವರ ಕಚೇರಿ ವಿಭಾಗ, ಚಿಕ್ಕಬಳ್ಳಾಪುರ: [474, 1561, 702, 1574]
- tender-schedule-cell: 2: [53, 782, 70, 800]
- notice-body: That, the petitioner have filed petition U/S 13(3) R/W RULE 9(3) OF REGISTRATION OF BIRTH AND DEATH ACT 1969 & K.R.B.& D. RULE 1999 said Eramma W/o Earapp, is the mother of the petitioner No.1 to 3, She has died on 07-04-2008 in Petitioner's house, at Kanakagiri. Any objections, claims regarding the issuance of death certificate are hereby directed to appear in this Court on the 23th day of April 2025 before the Hon'ble Addl. Civil Judge and J.M.F.C., At Gangavathi at 11-00 / 08-00 O'clock A.M.: [1152, 1065, 1326, 1239]
- tender-schedule-cell: 09-04-2025: [245, 800, 324, 817]
- banner-text: ಹೊಸ ದಿಗಂತ: [156, 588, 292, 624]
- tender-schedule-cell: 4: [53, 817, 70, 834]
- court-column-e: [774, 640, 953, 1721]
- petitioner: MAREPPA S/O. HANUMANTHAPPA Aged about 61 years, R/o Karchiganuru Village, Siruguppa (T) Ballari (D): [596, 569, 756, 617]
- change-of-name-text: I, FAIYAZ AHMED SHAIKH (Old Name) Resident of G/3, Ground Floor, Dream Mansion Apartment, Behind DFO Office, Karwar - 581301, have changed my name as FAIYAZ AHMAD UMAR FAROOQ SHAIKH (New Name) for all purposes, vide affidavit dated: 27/03/2025 before notary Bidaralli N. B.: [969, 171, 1133, 345]
- nagara-bar: ಟೆಂಡರ್ ಪ್ರಕಟಣೆ (ಕೆ.ಪಿ.ಪಿ. ಪೋರ್ಟಲ್ ಮುಖಾಂತರ): [52, 914, 395, 936]
- court-column-g: [774, 1727, 953, 2341]
- concern-heading: TO WHOM SO EVER IT MAY CONCERN NOTICE: [1354, 1026, 1498, 1052]
- court-column-b: [591, 144, 761, 1353]
- tender-schedule-cell: 04-04-2025: [245, 765, 324, 782]
- court-title: ಮಾನ್ಯ ಹಿರಿಯ ದಿವಾಣಿ ನ್ಯಾಯಾಧೀಶರ ಮತ್ತು ಪ್ರಥಮ ದರ್ಜೆ ನ್ಯಾಯಿಕ ದಂಡಾಧಿಕಾರಿಗಳ ನ್ಯಾಯಾಲಯ ಕಾರಟಗಿ: [973, 1731, 1127, 1770]
- change-of-name-notice: [1336, 397, 1515, 606]
- yellow-dot-icon: [230, 2348, 246, 2363]
- change-of-name-text: I, GURURAJ PATTAR (Old Name) Resident of Basav Nagar, At Post Mugalkhod, Taluk Raibag, Dist: Belgavi - 591235, Karnataka, India, have changed my name as GURURAJ MAHADEV PATTAR (New Name) for all purposes, vide affidavit dated: 27/03/2025 before notary Bidaralli N. B.: [1342, 423, 1509, 597]
- middle-lower-column: [416, 1362, 761, 2341]
- ad-office: ಕಾರ್ಯನಿರ್ವಾಹಕ ಇಂಜಿನೀಯರರು ಸಣ್ಣ ನೀರಾವರಿ ಮತ್ತು ಅಂತರ್ಜಲ ಅಭಿವೃದ್ಧಿ ಇಲಾಖೆ ವಿಭಾಗ, ಬೆಳಗಾವಿ.: [55, 194, 393, 222]
- programme-row: [52, 469, 395, 559]
- change-of-name-notice: [1148, 397, 1328, 606]
- court-title: CITATION IN THE COURT OF THE HON'BLE ADDL. CIVIL JUDGE & J.M.F.C., AT GANGAVATHI.: [1152, 900, 1326, 938]
- change-of-name-notice: [1329, 613, 1509, 823]
- mangaluru-pwd-ad: [416, 1362, 761, 1522]
- yellow-dot-icon: [1311, 2348, 1326, 2363]
- change-of-name-header: CHANGE OF NAME: [1337, 398, 1514, 418]
- court-order: By Order of the court, Sd/- C.M.O PRI. Civil Judge & JMFC Court Gangavathi: [1350, 2216, 1501, 2250]
- ad-ref: ಸಂ. ಕಹಾಮ/ಖರೀದಿ/NPFP/ಇ-ಟೆಂಡರ್-744/2025: [423, 1740, 605, 1753]
- court-notice-214-2025: IN THE COURT OF CIVIL JUDGE & JMFC AT SIRUGUPPA Cri. M.C. NO: 214/2025 Petitioners: MAREPPA S/O. HANUMANTHAPPA Aged about 61 years, R/o Karchiganuru Village, Siruguppa (T) Ballari (D) Respondent : To, The Tahasildar - cum- Birth and Deaths Registrar Taluk Office Siruguppa. TO WHOM SO EVER IT MAY CONCERN NOTICE Whereas above named petitioner here in have instituted above petition under section 13(3) of birth and death Acts 1969 against the respondents for purpose of seeking death certificate of petitioners Grandmother by name DODDA HULIGEMMA W/O. KATTE BASAPPA Who was expired on 13-06-1974 at the residence of the petitioner. Any person interested are here by summoned to appear before this court on 29-04-2025 at 11.00 am. By Order of the court, Sd/- Chief ministrial officer, Civil judge & JMFC Court Siruguppa. Sd/- G. Vijayakumar Advocates Siruguppa,: [1336, 895, 1515, 1268]
- notice-body: Whereas above named petitioner here in have instituted above petition under section 13(3) of birth and death Acts 1969 against the respondents for purpose of seeking death certificate of petitioners Uncle by name YALLAPPA S/O. KATTE BASAPPA Who was expired on 29-03-1978 at the residence of the petitioner. Any person interested are here by summoned to appear before this court on 29-04-2025 at 11.00 am.: [596, 682, 756, 831]
- magenta-dot-icon: [755, 2348, 770, 2363]
- ad-body: ಕರ್ನಾಟಕ ಹಾಲು ಮಹಾಮಂಡಳ ನಿಯಮಿತವು Waste Film/ Scrap Materials at Nandini Packaging Film Plant ... https://kppp.karnataka.gov.in: [423, 1783, 753, 1826]
- ad-sign: ಸಹಿ/- ನಿರ್ದೇಶಕರು (ಖರೀದಿ): [647, 1830, 753, 1843]
- tender-schedule-cell: 16.15 Hrs: [324, 800, 395, 817]
- change-of-name-header: CHANGE OF NAME: [1150, 145, 1327, 166]
- change-of-name-header: CHANGE OF NAME: [775, 145, 952, 166]
- names-row-3: [1141, 613, 1515, 830]
- notice-heading: PUBLIC NOTICE: [820, 734, 906, 746]
- ad-ref-line: [423, 1740, 753, 1753]
- ad-date: ದಿನಾಂಕ: 27.03.2025: [668, 1424, 753, 1437]
